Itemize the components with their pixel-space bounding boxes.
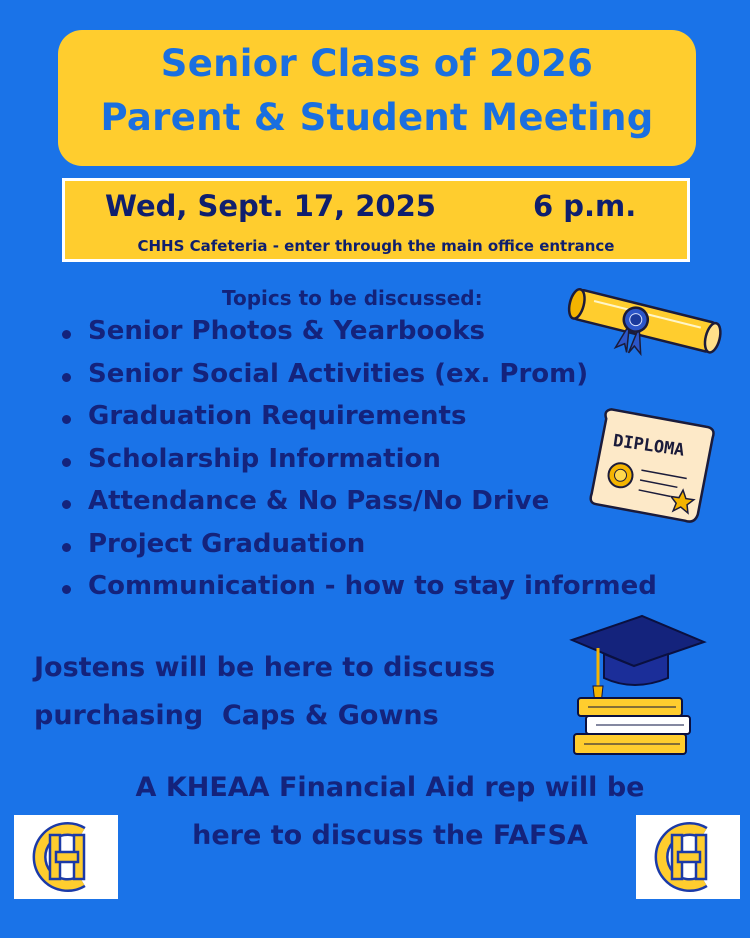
event-location: CHHS Cafeteria - enter through the main office entrance	[137, 237, 615, 255]
topic-label: Communication - how to stay informed	[88, 571, 657, 601]
event-time: 6 p.m.	[533, 189, 637, 223]
graduation-cap-books-icon	[568, 612, 708, 760]
topic-label: Attendance & No Pass/No Drive	[88, 486, 550, 516]
jostens-line-2: purchasing Caps & Gowns	[34, 700, 439, 731]
topic-label: Scholarship Information	[88, 443, 441, 474]
jostens-line-1: Jostens will be here to discuss	[34, 652, 496, 683]
bullet-icon	[62, 458, 71, 467]
bullet-icon	[62, 373, 71, 382]
event-details-banner	[62, 178, 690, 262]
diploma-text: DIPLOMA	[611, 431, 686, 461]
topic-label: Project Graduation	[88, 528, 366, 559]
topics-heading: Topics to be discussed:	[222, 286, 483, 310]
bullet-icon	[62, 585, 71, 594]
bullet-icon	[62, 543, 71, 552]
topic-label: Graduation Requirements	[88, 401, 467, 431]
kheaa-line-2: here to discuss the FAFSA	[192, 820, 588, 851]
school-logo-icon	[26, 819, 106, 895]
scroll-icon	[560, 282, 730, 366]
bullet-icon	[62, 500, 71, 509]
school-logo-right	[636, 815, 740, 899]
title-line-1: Senior Class of 2026	[160, 42, 594, 85]
event-date: Wed, Sept. 17, 2025	[105, 189, 436, 223]
school-logo-icon	[648, 819, 728, 895]
school-logo-left	[14, 815, 118, 899]
kheaa-announcement	[60, 764, 720, 860]
topic-item	[60, 486, 657, 529]
topic-label: Senior Photos & Yearbooks	[88, 316, 486, 346]
topic-label: Senior Social Activities (ex. Prom)	[88, 358, 589, 389]
bullet-icon	[62, 330, 71, 339]
topic-item	[60, 571, 657, 614]
diploma-icon	[588, 408, 722, 526]
title-line-2: Parent & Student Meeting	[100, 96, 654, 139]
topic-item	[60, 444, 657, 487]
topic-item	[60, 529, 657, 572]
title-banner	[58, 30, 696, 166]
jostens-announcement	[34, 644, 495, 740]
bullet-icon	[62, 415, 71, 424]
topic-item	[60, 401, 657, 444]
kheaa-line-1: A KHEAA Financial Aid rep will be	[135, 772, 645, 803]
